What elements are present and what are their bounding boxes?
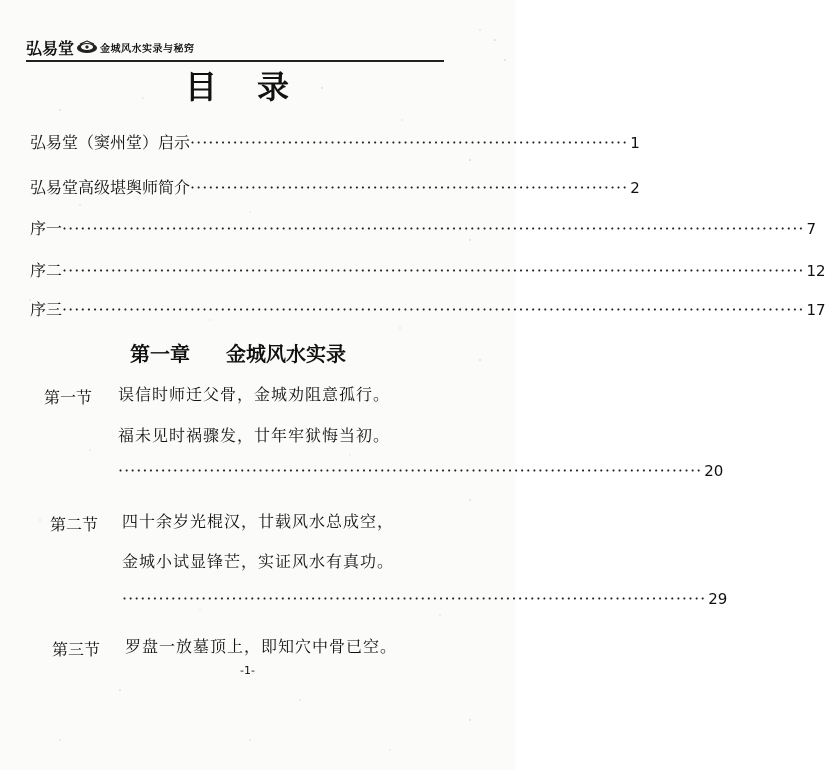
book-title: 金城风水实录与秘窍 <box>100 43 195 55</box>
section-line: 金城小试显锋芒，实证风水有真功。 <box>122 552 395 571</box>
toc-entry <box>30 216 817 239</box>
toc-entry-label: 弘易堂（窦州堂）启示 <box>30 133 191 152</box>
toc-entry-label: 序三 <box>30 300 63 319</box>
toc-entry-label: 弘易堂高级堪舆师简介 <box>30 178 191 197</box>
leader-dots: ································································································ <box>122 589 707 608</box>
section-label: 第三节 <box>52 640 101 659</box>
leader-dots: ········································································ <box>190 133 629 152</box>
page-number: -1- <box>240 664 255 677</box>
toc-entry-page: 7 <box>806 220 817 238</box>
toc-entry-page: 1 <box>630 134 640 152</box>
toc-entry <box>30 258 826 281</box>
toc-entry-page: 2 <box>630 179 640 197</box>
publisher-name: 弘易堂 <box>26 38 75 58</box>
chapter-title: 金城风水实录 <box>226 342 346 366</box>
toc-entry-label: 序二 <box>30 261 63 280</box>
chapter-number: 第一章 <box>130 342 190 366</box>
toc-entry-label: 序一 <box>30 219 63 238</box>
chapter-heading <box>130 338 346 367</box>
toc-entry <box>118 461 724 480</box>
toc-entry-page: 12 <box>806 262 826 280</box>
running-header <box>26 36 195 58</box>
toc-entry-page: 29 <box>708 590 728 608</box>
compass-logo-icon <box>76 40 98 54</box>
section-line: 福未见时祸骤发，廿年牢狱悔当初。 <box>118 426 391 445</box>
toc-entry <box>30 130 640 153</box>
toc-entry <box>122 589 728 608</box>
leader-dots: ································································································ <box>118 461 703 480</box>
section-line: 罗盘一放墓顶上，即知穴中骨已空。 <box>125 637 398 656</box>
toc-entry-page: 20 <box>704 462 724 480</box>
section-label: 第二节 <box>50 515 99 534</box>
section-line: 误信时师迁父骨，金城劝阻意孤行。 <box>118 385 391 404</box>
section-label: 第一节 <box>44 388 93 407</box>
leader-dots: ········································································ <box>190 178 629 197</box>
leader-dots: ·························································································································· <box>62 219 805 238</box>
toc-entry-page: 17 <box>806 301 826 319</box>
section-line: 四十余岁光棍汉，廿载风水总成空， <box>122 512 395 531</box>
leader-dots: ·························································································································· <box>62 300 805 319</box>
toc-entry <box>30 175 640 198</box>
page-title: 目录 <box>185 68 330 106</box>
toc-entry <box>30 297 826 320</box>
leader-dots: ·························································································································· <box>62 261 805 280</box>
